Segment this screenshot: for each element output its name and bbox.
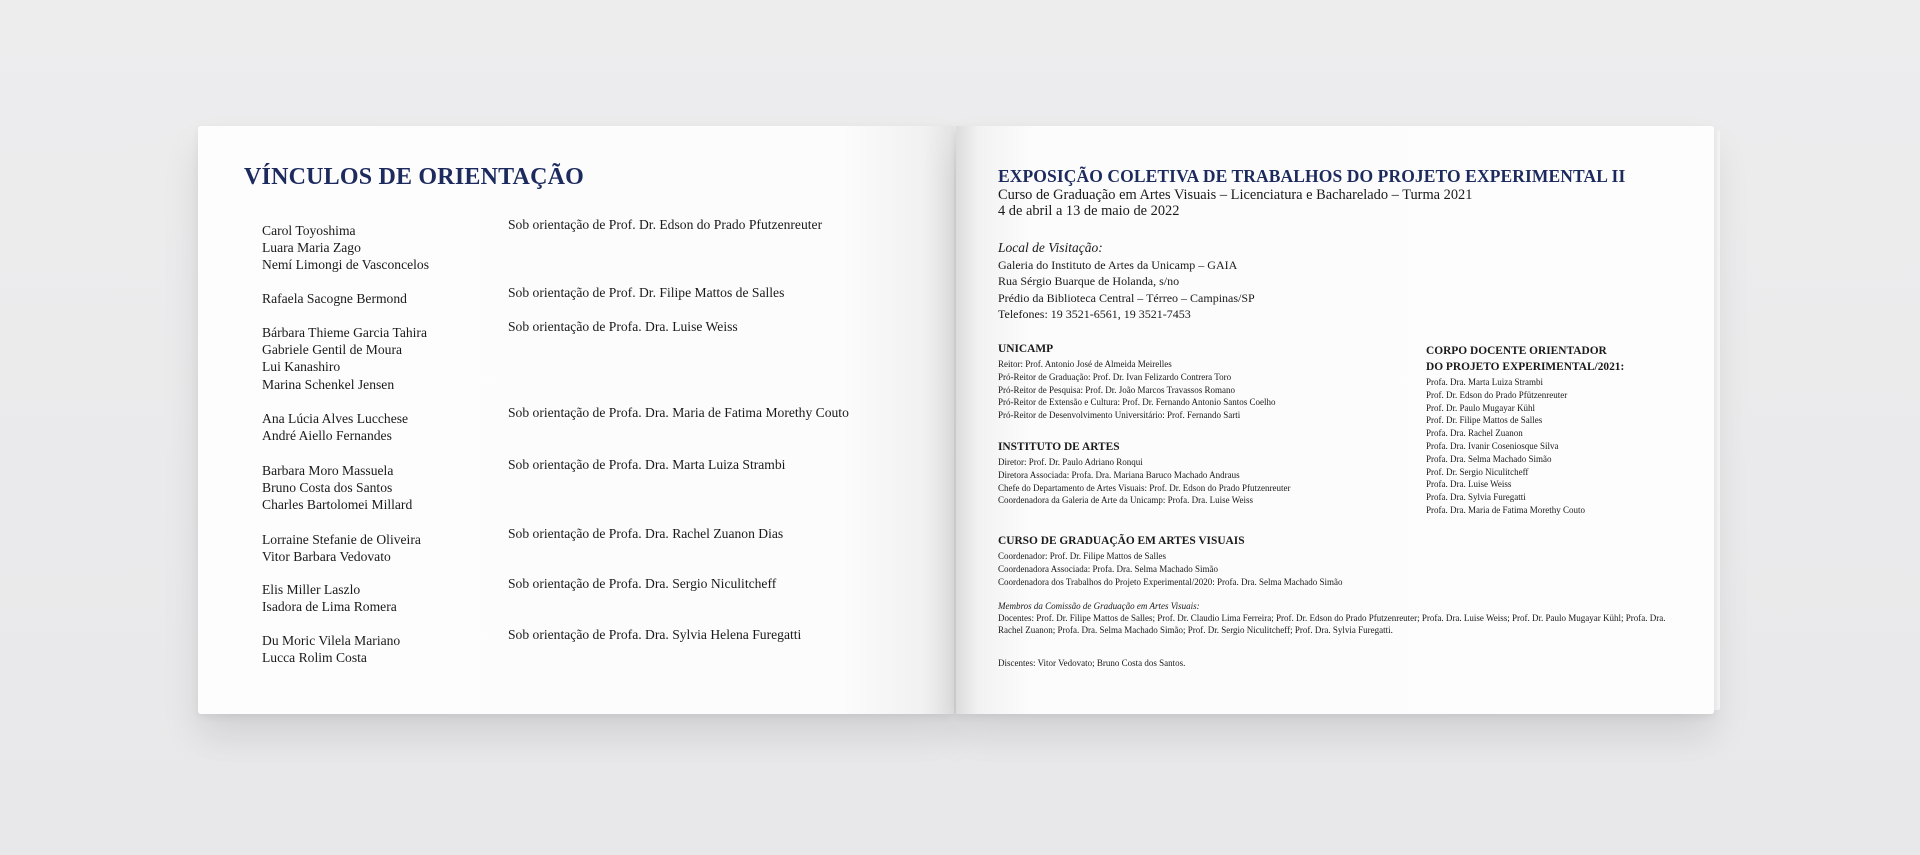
student-name: Marina Schenkel Jensen xyxy=(262,376,395,392)
credit-line: Pró-Reitor de Extensão e Cultura: Prof. Dr. Fernando Antonio Santos Coelho xyxy=(998,397,1276,408)
unicamp-heading: UNICAMP xyxy=(998,343,1054,355)
student-name: Ana Lúcia Alves Lucchese xyxy=(262,411,409,426)
visit-line: Prédio da Biblioteca Central – Térreo – Campinas/SP xyxy=(998,290,1255,305)
comissao-label: Membros da Comissão de Graduação em Artes Visuais: xyxy=(998,601,1200,611)
visit-label: Local de Visitação: xyxy=(998,240,1103,255)
page-title: VÍNCULOS DE ORIENTAÇÃO xyxy=(244,164,585,190)
student-name: Luara Maria Zago xyxy=(262,240,361,256)
faculty-line: Profa. Dra. Marta Luiza Strambi xyxy=(1426,377,1543,387)
right-page xyxy=(956,126,1714,714)
student-names xyxy=(262,324,502,393)
student-names xyxy=(262,531,502,565)
credit-line: Chefe do Departamento de Artes Visuais: Prof. Dr. Edson do Prado Pfutzenreuter xyxy=(998,482,1291,493)
student-name: Barbara Moro Massuela xyxy=(262,463,394,478)
student-names xyxy=(262,581,502,615)
student-names xyxy=(262,290,502,307)
student-name: Du Moric Vilela Mariano xyxy=(262,633,401,648)
brochure-spread xyxy=(198,126,1714,714)
student-name: Lorraine Stefanie de Oliveira xyxy=(262,532,421,547)
student-name: Vitor Barbara Vedovato xyxy=(262,549,391,565)
instituto-block xyxy=(998,440,1290,507)
student-name: Isadora de Lima Romera xyxy=(262,599,397,615)
corpo-heading: DO PROJETO EXPERIMENTAL/2021: xyxy=(1426,361,1625,373)
exhibition-header xyxy=(998,166,1678,219)
credit-line: Coordenador: Prof. Dr. Filipe Mattos de Salles xyxy=(998,551,1166,561)
visit-line: Telefones: 19 3521-6561, 19 3521-7453 xyxy=(998,307,1191,321)
left-page xyxy=(198,126,954,714)
faculty-line: Prof. Dr. Sergio Niculitcheff xyxy=(1426,466,1529,477)
student-name: Lui Kanashiro xyxy=(262,359,341,375)
credit-line: Coordenadora Associada: Profa. Dra. Selma Machado Simão xyxy=(998,563,1218,574)
student-name: Nemí Limongi de Vasconcelos xyxy=(262,257,429,273)
student-names xyxy=(262,410,502,444)
student-name: Bruno Costa dos Santos xyxy=(262,480,393,496)
faculty-line: Profa. Dra. Ivanir Coseniosque Silva xyxy=(1426,440,1559,451)
faculty-line: Profa. Dra. Maria de Fatima Morethy Couto xyxy=(1426,504,1585,515)
comissao-block xyxy=(998,600,1668,636)
faculty-line: Profa. Dra. Luise Weiss xyxy=(1426,479,1512,490)
student-name: Gabriele Gentil de Moura xyxy=(262,342,403,358)
advisor-text: Sob orientação de Prof. Dr. Filipe Mattos de Salles xyxy=(508,285,785,300)
advisor-text: Sob orientação de Profa. Dra. Maria de Fatima Morethy Couto xyxy=(508,405,849,420)
exhibition-subtitle: Curso de Graduação em Artes Visuais – Licenciatura e Bacharelado – Turma 2021 xyxy=(998,187,1473,203)
credit-line: Diretor: Prof. Dr. Paulo Adriano Ronqui xyxy=(998,457,1143,467)
comissao-discentes: Discentes: Vitor Vedovato; Bruno Costa dos Santos. xyxy=(998,658,1186,668)
student-name: Charles Bartolomei Millard xyxy=(262,497,413,513)
advisor-text: Sob orientação de Profa. Dra. Sylvia Helena Furegatti xyxy=(508,627,802,642)
credit-line: Reitor: Prof. Antonio José de Almeida Meirelles xyxy=(998,359,1172,369)
credit-line: Coordenadora dos Trabalhos do Projeto Experimental/2020: Profa. Dra. Selma Machado Simão xyxy=(998,576,1343,587)
credit-line: Pró-Reitor de Graduação: Prof. Dr. Ivan Felizardo Contrera Toro xyxy=(998,371,1232,382)
comissao-docentes: Docentes: Prof. Dr. Filipe Mattos de Salles; Prof. Dr. Claudio Lima Ferreira; Prof. Dr. Edson do Prado Pfutzenreuter; Profa. Dra. Luise Weiss; Prof. Dr. Paulo Mugayar Kühl; Profa. Dra. Rachel Zuanon; Profa. Dra. Selma Machado Simão; Prof. Dr. Sergio Niculitcheff; Prof. Dra. Sylvia Furegatti. xyxy=(998,613,1666,635)
student-name: Carol Toyoshima xyxy=(262,223,356,238)
visit-line: Galeria do Instituto de Artes da Unicamp – GAIA xyxy=(998,257,1238,272)
credit-line: Diretora Associada: Profa. Dra. Mariana Baruco Machado Andraus xyxy=(998,469,1240,480)
unicamp-block xyxy=(998,342,1275,422)
exhibition-dates: 4 de abril a 13 de maio de 2022 xyxy=(998,203,1180,219)
faculty-line: Profa. Dra. Rachel Zuanon xyxy=(1426,428,1523,439)
credit-line: Coordenadora da Galeria de Arte da Unicamp: Profa. Dra. Luise Weiss xyxy=(998,495,1254,506)
corpo-docente-block xyxy=(1426,344,1624,517)
student-name: Bárbara Thieme Garcia Tahira xyxy=(262,325,427,340)
visit-line: Rua Sérgio Buarque de Holanda, s/no xyxy=(998,274,1180,288)
advisor-text: Sob orientação de Profa. Dra. Marta Luiza Strambi xyxy=(508,457,786,472)
faculty-line: Profa. Dra. Selma Machado Simão xyxy=(1426,453,1552,464)
curso-block xyxy=(998,534,1342,588)
advisor-text: Sob orientação de Profa. Dra. Sergio Niculitcheff xyxy=(508,576,777,591)
advisor-text: Sob orientação de Profa. Dra. Rachel Zuanon Dias xyxy=(508,526,784,541)
advisor-text: Sob orientação de Prof. Dr. Edson do Prado Pfutzenreuter xyxy=(508,217,823,232)
faculty-line: Profa. Dra. Sylvia Furegatti xyxy=(1426,492,1526,503)
student-names xyxy=(262,222,502,274)
student-name: Rafaela Sacogne Bermond xyxy=(262,291,407,306)
visit-location xyxy=(998,240,1255,323)
advisor-text: Sob orientação de Profa. Dra. Luise Weiss xyxy=(508,319,738,334)
student-name: Lucca Rolim Costa xyxy=(262,650,367,666)
student-name: Elis Miller Laszlo xyxy=(262,582,361,597)
instituto-heading: INSTITUTO DE ARTES xyxy=(998,441,1120,453)
credit-line: Pró-Reitor de Desenvolvimento Universitário: Prof. Fernando Sarti xyxy=(998,410,1241,421)
curso-heading: CURSO DE GRADUAÇÃO EM ARTES VISUAIS xyxy=(998,535,1245,547)
corpo-heading: CORPO DOCENTE ORIENTADOR xyxy=(1426,345,1607,357)
faculty-line: Prof. Dr. Filipe Mattos de Salles xyxy=(1426,415,1543,426)
faculty-line: Prof. Dr. Edson do Prado Pfützenreuter xyxy=(1426,389,1568,400)
student-names xyxy=(262,632,502,666)
student-names xyxy=(262,462,502,514)
student-name: André Aiello Fernandes xyxy=(262,428,392,444)
exhibition-title: EXPOSIÇÃO COLETIVA DE TRABALHOS DO PROJETO EXPERIMENTAL II xyxy=(998,166,1626,186)
faculty-line: Prof. Dr. Paulo Mugayar Kühl xyxy=(1426,402,1535,413)
credit-line: Pró-Reitor de Pesquisa: Prof. Dr. João Marcos Travassos Romano xyxy=(998,384,1235,395)
